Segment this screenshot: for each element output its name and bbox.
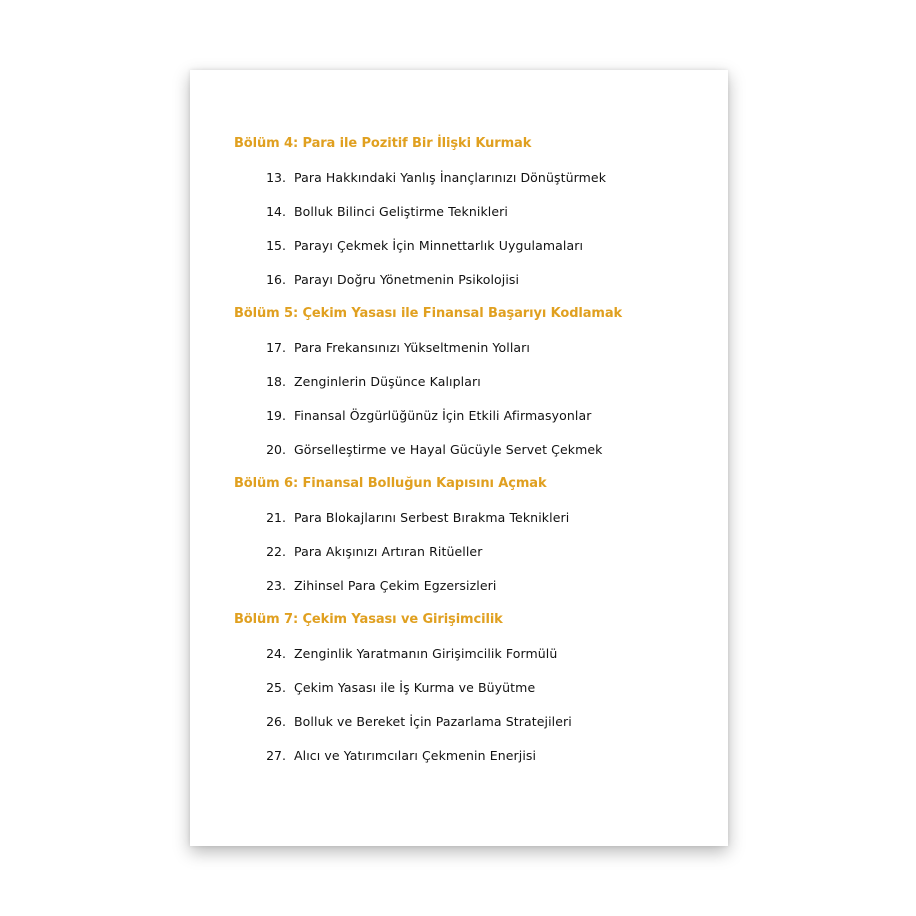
toc-item-text: Bolluk Bilinci Geliştirme Teknikleri (294, 204, 508, 219)
toc-item (234, 576, 708, 610)
toc-item-number: 24. (266, 646, 286, 661)
toc-item-number: 19. (266, 408, 286, 423)
toc-item (234, 678, 708, 712)
section-title: Bölüm 7: Çekim Yasası ve Girişimcilik (234, 612, 503, 627)
toc-item (234, 746, 708, 780)
section-title: Bölüm 5: Çekim Yasası ile Finansal Başarıyı Kodlamak (234, 306, 623, 321)
table-of-contents (234, 134, 708, 780)
section-title: Bölüm 6: Finansal Bolluğun Kapısını Açmak (234, 476, 547, 491)
toc-item (234, 508, 708, 542)
toc-item-number: 16. (266, 272, 286, 287)
toc-item (234, 406, 708, 440)
toc-item-text: Para Hakkındaki Yanlış İnançlarınızı Dönüştürmek (294, 170, 607, 185)
toc-item-number: 22. (266, 544, 286, 559)
toc-item-number: 27. (266, 748, 286, 763)
toc-item-text: Para Frekansınızı Yükseltmenin Yolları (294, 340, 530, 355)
toc-item-text: Finansal Özgürlüğünüz İçin Etkili Afirmasyonlar (294, 408, 592, 423)
toc-item (234, 202, 708, 236)
toc-item-text: Parayı Doğru Yönetmenin Psikolojisi (294, 272, 520, 287)
toc-item (234, 440, 708, 474)
toc-item (234, 168, 708, 202)
toc-item-number: 17. (266, 340, 286, 355)
toc-item (234, 372, 708, 406)
toc-item-text: Görselleştirme ve Hayal Gücüyle Servet Çekmek (294, 442, 603, 457)
toc-item-number: 25. (266, 680, 286, 695)
toc-item-text: Parayı Çekmek İçin Minnettarlık Uygulamaları (294, 238, 584, 253)
toc-item-text: Para Akışınızı Artıran Ritüeller (294, 544, 483, 559)
toc-item-text: Bolluk ve Bereket İçin Pazarlama Stratejileri (294, 714, 572, 729)
toc-item-text: Zenginlik Yaratmanın Girişimcilik Formülü (294, 646, 558, 661)
section-title: Bölüm 4: Para ile Pozitif Bir İlişki Kurmak (234, 136, 532, 151)
toc-item-number: 15. (266, 238, 286, 253)
toc-item-number: 18. (266, 374, 286, 389)
toc-item-text: Zihinsel Para Çekim Egzersizleri (294, 578, 497, 593)
toc-item (234, 644, 708, 678)
toc-item-number: 21. (266, 510, 286, 525)
toc-item-number: 20. (266, 442, 286, 457)
toc-item (234, 712, 708, 746)
toc-item-text: Para Blokajlarını Serbest Bırakma Teknikleri (294, 510, 570, 525)
toc-item-number: 14. (266, 204, 286, 219)
toc-item (234, 236, 708, 270)
toc-item (234, 270, 708, 304)
toc-item-number: 13. (266, 170, 286, 185)
toc-item-text: Çekim Yasası ile İş Kurma ve Büyütme (294, 680, 536, 695)
toc-item-text: Zenginlerin Düşünce Kalıpları (294, 374, 481, 389)
toc-item (234, 542, 708, 576)
toc-item-number: 23. (266, 578, 286, 593)
toc-item (234, 338, 708, 372)
toc-item-text: Alıcı ve Yatırımcıları Çekmenin Enerjisi (294, 748, 537, 763)
toc-item-number: 26. (266, 714, 286, 729)
document-page (190, 70, 728, 846)
